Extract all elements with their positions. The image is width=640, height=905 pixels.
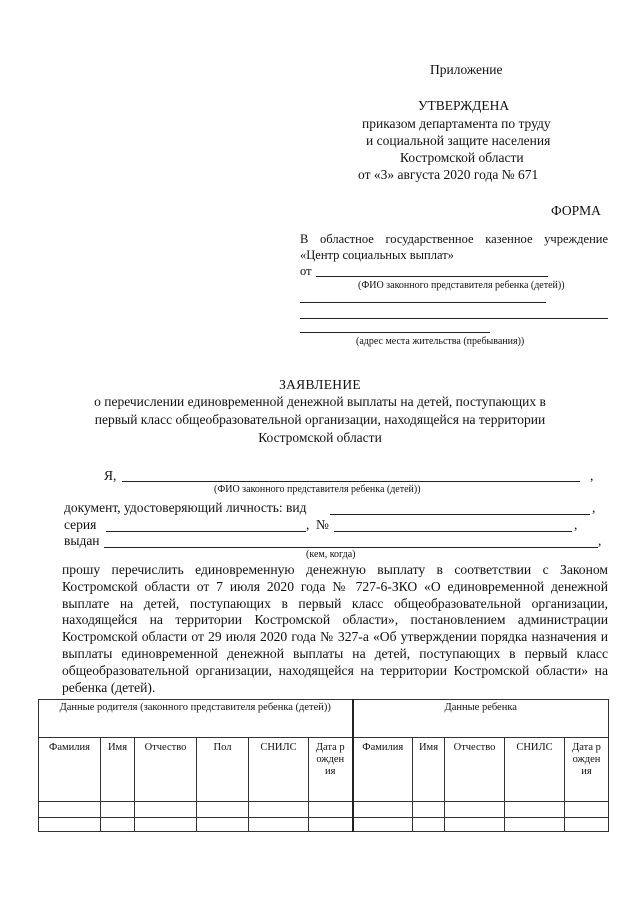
- applicant-fio-line[interactable]: [122, 481, 580, 482]
- appendix-label: Приложение: [430, 62, 503, 77]
- column-header: Дата рождения: [565, 738, 609, 802]
- approval-order-line-4: от «3» августа 2020 года № 671: [358, 167, 539, 182]
- applicant-fio-comma: ,: [590, 468, 594, 483]
- parent-data-header: Данные родителя (законного представителя ребенка (детей)): [39, 700, 353, 738]
- addressee-from: от: [300, 264, 312, 278]
- statement-title: ЗАЯВЛЕНИЕ: [279, 377, 361, 392]
- column-header: Пол: [197, 738, 249, 802]
- addressee-fio-caption: (ФИО законного представителя ребенка (детей)): [358, 280, 565, 291]
- approval-order-line-3: Костромской области: [400, 150, 524, 165]
- series-comma: ,: [306, 517, 310, 532]
- column-header: Имя: [413, 738, 445, 802]
- column-header: СНИЛС: [505, 738, 565, 802]
- table-row: [39, 818, 609, 832]
- approval-order-line-2: и социальной защите населения: [366, 133, 551, 148]
- number-line[interactable]: [334, 531, 572, 532]
- document-type-label: документ, удостоверяющий личность: вид: [64, 500, 307, 515]
- addressee-address-line-2[interactable]: [300, 318, 608, 319]
- approved-label: УТВЕРЖДЕНА: [418, 98, 510, 113]
- approval-order-line-1: приказом департамента по труду: [362, 116, 551, 131]
- series-label: серия: [64, 517, 97, 532]
- issued-label: выдан: [64, 533, 100, 548]
- request-text: прошу перечислить единовременную денежную выплату в соответствии с Законом Костромской области от 7 июля 2020 года № 727-6-ЗКО «О единовременной денежной выплате на детей, поступающих в первый класс общеобразовательной организации, находящейся на территории Костромской области», постановлением администрации Костромской области от 29 июля 2020 года № 327-а «Об утверждении порядка назначения и выплаты единовременной денежной выплаты на детей, поступающих в первый класс общеобразовательной организации, находящейся на территории Костромской области» на ребенка (детей).: [62, 562, 608, 695]
- number-comma: ,: [574, 517, 578, 532]
- statement-subtitle-2: первый класс общеобразовательной организации, находящейся на территории: [94, 412, 546, 427]
- column-header: Фамилия: [353, 738, 413, 802]
- column-header: Имя: [101, 738, 135, 802]
- applicant-fio-caption: (ФИО законного представителя ребенка (детей)): [214, 484, 421, 495]
- statement-subtitle-1: о перечислении единовременной денежной выплаты на детей, поступающих в: [94, 394, 546, 409]
- addressee-address-line-1[interactable]: [300, 302, 546, 303]
- document-type-comma: ,: [592, 500, 596, 515]
- number-label: №: [316, 517, 329, 532]
- data-table: [38, 699, 609, 832]
- applicant-ya-label: Я,: [104, 468, 117, 483]
- issued-caption: (кем, когда): [306, 549, 356, 560]
- column-header: Дата рождения: [309, 738, 353, 802]
- table-row: [39, 802, 609, 818]
- statement-subtitle-3: Костромской области: [258, 430, 382, 445]
- column-header: СНИЛС: [249, 738, 309, 802]
- issued-line[interactable]: [104, 547, 598, 548]
- addressee-line-2: «Центр социальных выплат»: [300, 248, 454, 262]
- issued-comma: ,: [598, 533, 602, 548]
- addressee-address-caption: (адрес места жительства (пребывания)): [356, 336, 525, 347]
- column-header: Отчество: [135, 738, 197, 802]
- addressee-fio-line[interactable]: [316, 276, 548, 277]
- addressee-line-1: В областное государственное казенное учреждение: [300, 232, 608, 246]
- child-data-header: Данные ребенка: [353, 700, 609, 738]
- series-line[interactable]: [106, 531, 306, 532]
- column-header: Отчество: [445, 738, 505, 802]
- column-header: Фамилия: [39, 738, 101, 802]
- form-label: ФОРМА: [551, 203, 601, 218]
- document-type-line[interactable]: [330, 514, 590, 515]
- addressee-address-line-3[interactable]: [300, 332, 490, 333]
